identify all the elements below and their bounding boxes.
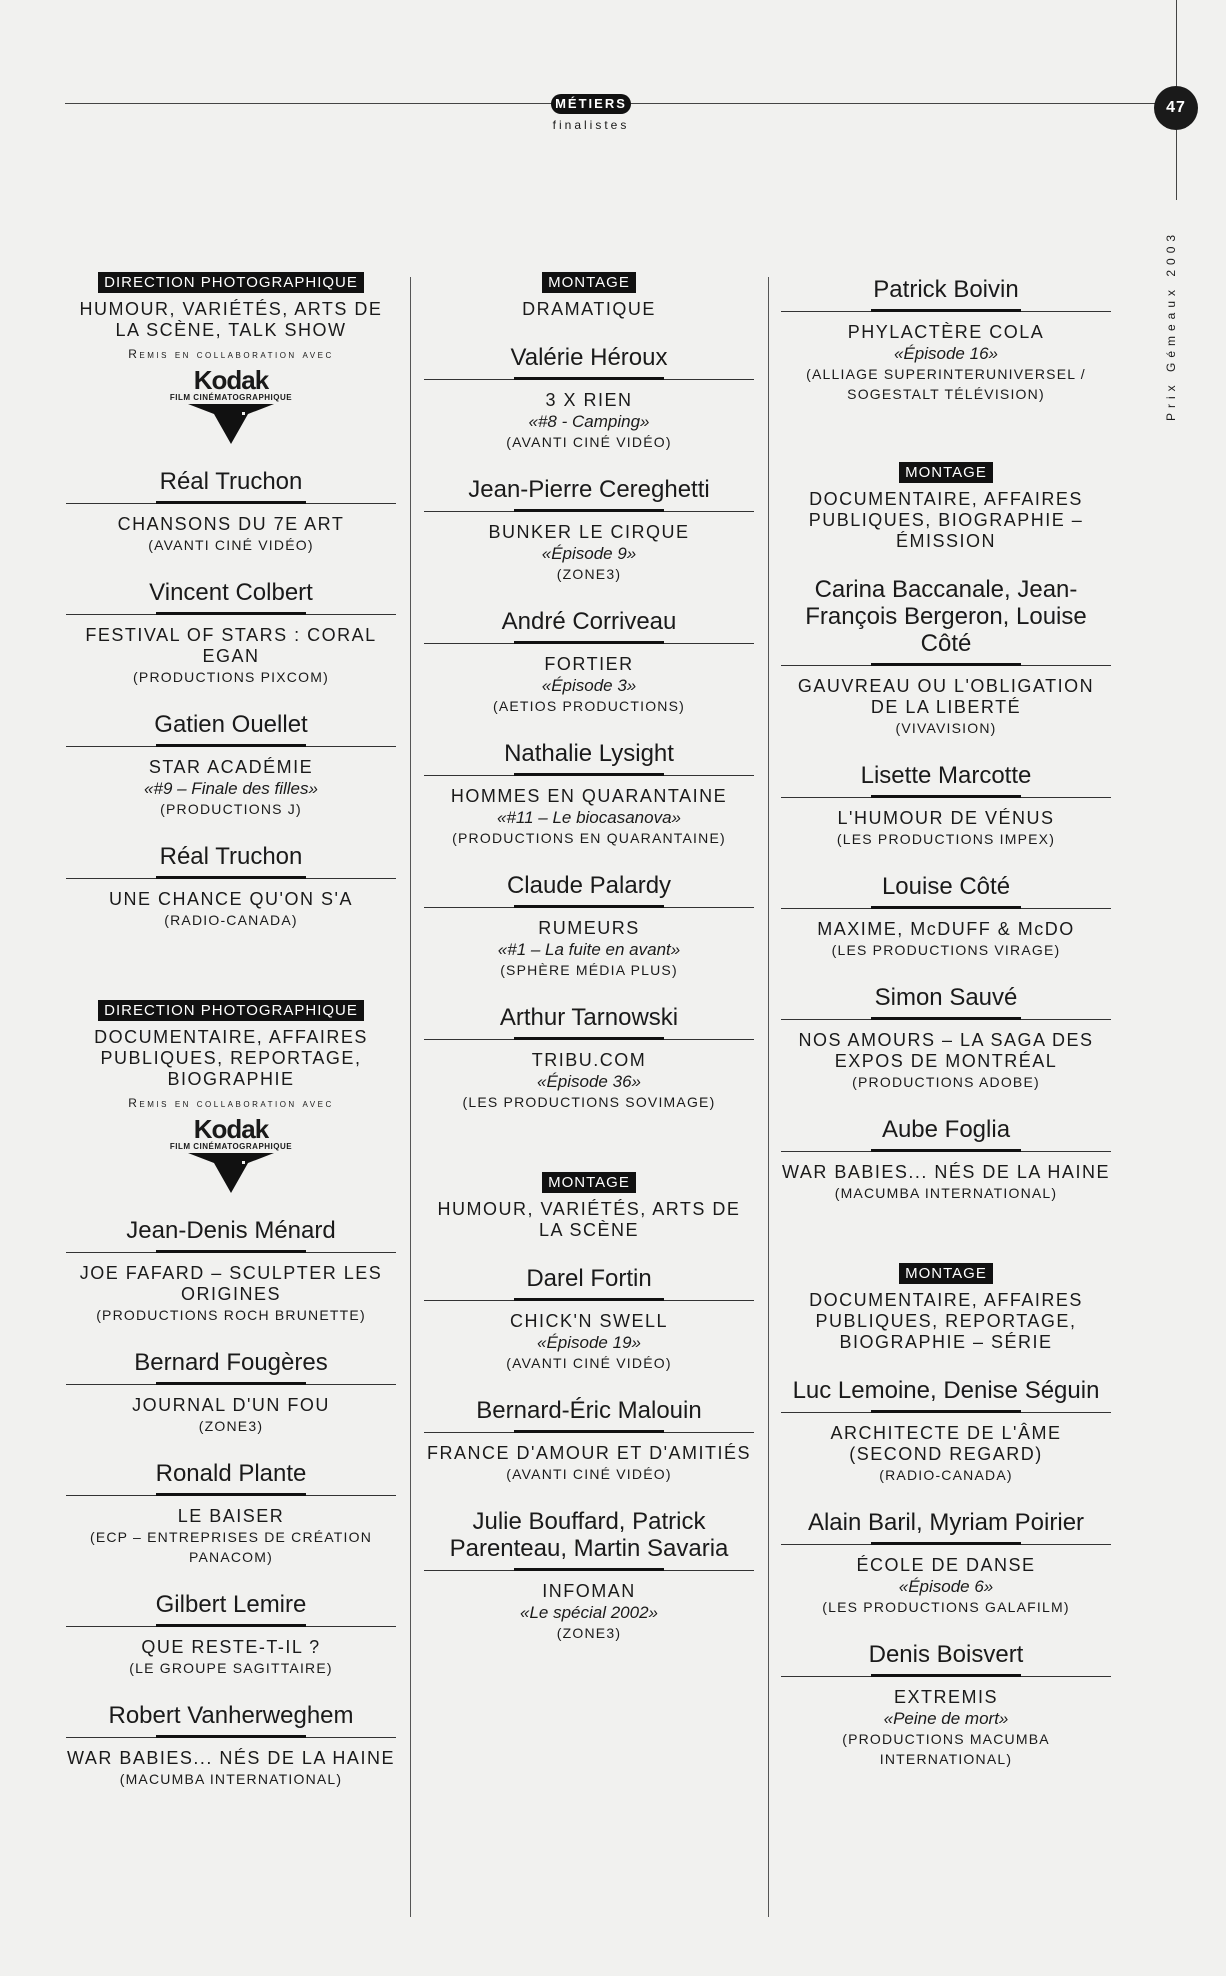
production-company: (LE GROUPE SAGITTAIRE) bbox=[129, 1660, 333, 1676]
name-rule bbox=[66, 1495, 396, 1496]
episode-title: «#9 – Finale des filles» bbox=[144, 779, 318, 798]
finalist-entry bbox=[66, 1349, 396, 1436]
name-rule bbox=[781, 1019, 1111, 1020]
name-rule bbox=[66, 503, 396, 504]
production-company: (PRODUCTIONS EN QUARANTAINE) bbox=[452, 830, 726, 846]
category-badge: MONTAGE bbox=[899, 1263, 993, 1284]
show-title: INFOMAN bbox=[542, 1581, 636, 1601]
category-block bbox=[66, 1000, 396, 1789]
name-rule bbox=[424, 379, 754, 380]
finalist-name: Réal Truchon bbox=[159, 843, 303, 870]
category-title: DOCUMENTAIRE, AFFAIRES PUBLIQUES, BIOGRAPHIE – ÉMISSION bbox=[808, 489, 1084, 551]
column-divider bbox=[768, 277, 769, 1917]
show-title: STAR ACADÉMIE bbox=[148, 757, 314, 777]
production-company: (PRODUCTIONS PIXCOM) bbox=[133, 669, 329, 685]
finalist-entry bbox=[781, 276, 1111, 404]
finalist-name: Vincent Colbert bbox=[149, 579, 313, 606]
finalist-name: Claude Palardy bbox=[506, 872, 672, 899]
episode-title: «#1 – La fuite en avant» bbox=[497, 940, 681, 959]
production-company: (RADIO-CANADA) bbox=[164, 912, 298, 928]
finalist-entry bbox=[66, 579, 396, 687]
name-rule bbox=[424, 1570, 754, 1571]
production-company: (AVANTI CINÉ VIDÉO) bbox=[506, 1355, 672, 1371]
name-rule bbox=[424, 511, 754, 512]
episode-title: «Épisode 16» bbox=[894, 344, 998, 363]
finalist-name: Jean-Denis Ménard bbox=[126, 1217, 336, 1244]
show-title: 3 X RIEN bbox=[545, 390, 633, 410]
production-company: (MACUMBA INTERNATIONAL) bbox=[119, 1771, 343, 1787]
production-company: (ZONE3) bbox=[556, 566, 622, 582]
production-company: (LES PRODUCTIONS VIRAGE) bbox=[831, 942, 1061, 958]
finalist-entry bbox=[781, 576, 1111, 738]
show-title: TRIBU.COM bbox=[531, 1050, 647, 1070]
finalist-entry bbox=[424, 344, 754, 452]
finalist-entry bbox=[424, 1508, 754, 1643]
show-title: JOE FAFARD – SCULPTER LES ORIGINES bbox=[79, 1263, 383, 1304]
category-block bbox=[781, 1263, 1111, 1769]
production-company: (SPHÈRE MÉDIA PLUS) bbox=[500, 962, 678, 978]
finalist-entry bbox=[424, 608, 754, 716]
finalist-name: Denis Boisvert bbox=[868, 1641, 1024, 1668]
section-badge: MÉTIERS bbox=[551, 94, 631, 114]
category-title: DRAMATIQUE bbox=[522, 299, 656, 319]
finalist-name: Nathalie Lysight bbox=[504, 740, 674, 767]
category-block bbox=[781, 276, 1111, 404]
production-company: (AETIOS PRODUCTIONS) bbox=[492, 698, 685, 714]
category-block bbox=[66, 272, 396, 930]
name-rule bbox=[781, 1151, 1111, 1152]
episode-title: «Épisode 36» bbox=[537, 1072, 641, 1091]
finalist-entry bbox=[424, 1265, 754, 1373]
finalist-name: Alain Baril, Myriam Poirier bbox=[807, 1509, 1085, 1536]
finalist-name: Robert Vanherweghem bbox=[108, 1702, 354, 1729]
show-title: LE BAISER bbox=[177, 1506, 285, 1526]
finalist-entry bbox=[781, 1377, 1111, 1485]
name-rule bbox=[781, 797, 1111, 798]
name-rule bbox=[424, 1432, 754, 1433]
production-company: (LES PRODUCTIONS GALAFILM) bbox=[822, 1599, 1070, 1615]
finalist-entry bbox=[424, 872, 754, 980]
category-title: HUMOUR, VARIÉTÉS, ARTS DE LA SCÈNE, TALK SHOW bbox=[79, 299, 383, 340]
finalist-name: Gatien Ouellet bbox=[154, 711, 308, 738]
show-title: FRANCE D'AMOUR ET D'AMITIÉS bbox=[426, 1443, 752, 1463]
finalist-entry bbox=[424, 1397, 754, 1484]
show-title: UNE CHANCE QU'ON S'A bbox=[109, 889, 353, 909]
production-company: (RADIO-CANADA) bbox=[879, 1467, 1013, 1483]
production-company: (PRODUCTIONS J) bbox=[160, 801, 302, 817]
show-title: NOS AMOURS – LA SAGA DES EXPOS DE MONTRÉAL bbox=[798, 1030, 1094, 1071]
finalist-entry bbox=[781, 762, 1111, 849]
finalist-name: Aube Foglia bbox=[881, 1116, 1011, 1143]
name-rule bbox=[781, 908, 1111, 909]
finalist-name: Julie Bouffard, Patrick Parenteau, Martin Savaria bbox=[449, 1508, 729, 1562]
name-rule bbox=[781, 311, 1111, 312]
production-company: (ZONE3) bbox=[556, 1625, 622, 1641]
kodak-logo bbox=[156, 1116, 306, 1193]
name-rule bbox=[781, 1544, 1111, 1545]
finalist-entry bbox=[66, 1217, 396, 1325]
show-title: EXTREMIS bbox=[893, 1687, 998, 1707]
sponsor-note: Remis en collaboration avec bbox=[128, 1096, 334, 1110]
column-1 bbox=[66, 272, 396, 1789]
finalist-entry bbox=[66, 843, 396, 930]
finalist-name: Ronald Plante bbox=[155, 1460, 307, 1487]
production-company: (LES PRODUCTIONS IMPEX) bbox=[836, 831, 1056, 847]
category-badge: DIRECTION PHOTOGRAPHIQUE bbox=[98, 272, 364, 293]
finalist-name: Gilbert Lemire bbox=[155, 1591, 307, 1618]
production-company: (ALLIAGE SUPERINTERUNIVERSEL / SOGESTALT TÉLÉVISION) bbox=[806, 366, 1086, 402]
show-title: PHYLACTÈRE COLA bbox=[847, 322, 1045, 342]
show-title: QUE RESTE-T-IL ? bbox=[141, 1637, 321, 1657]
sponsor-note: Remis en collaboration avec bbox=[128, 347, 334, 361]
column-2 bbox=[424, 272, 754, 1643]
section-subtitle: finalistes bbox=[552, 118, 630, 132]
finalist-entry bbox=[66, 1460, 396, 1567]
category-block bbox=[424, 1172, 754, 1643]
production-company: (AVANTI CINÉ VIDÉO) bbox=[506, 434, 672, 450]
production-company: (PRODUCTIONS ROCH BRUNETTE) bbox=[96, 1307, 366, 1323]
category-badge: MONTAGE bbox=[542, 1172, 636, 1193]
finalist-name: Lisette Marcotte bbox=[860, 762, 1032, 789]
production-company: (VIVAVISION) bbox=[895, 720, 997, 736]
finalist-entry bbox=[66, 1591, 396, 1678]
show-title: FORTIER bbox=[544, 654, 634, 674]
name-rule bbox=[66, 878, 396, 879]
name-rule bbox=[66, 1626, 396, 1627]
name-rule bbox=[781, 665, 1111, 666]
finalist-entry bbox=[424, 740, 754, 848]
show-title: CHANSONS DU 7E ART bbox=[117, 514, 345, 534]
finalist-name: Simon Sauvé bbox=[874, 984, 1018, 1011]
show-title: WAR BABIES... NÉS DE LA HAINE bbox=[67, 1748, 395, 1768]
finalist-entry bbox=[66, 711, 396, 819]
show-title: JOURNAL D'UN FOU bbox=[132, 1395, 330, 1415]
production-company: (LES PRODUCTIONS SOVIMAGE) bbox=[462, 1094, 716, 1110]
kodak-subtitle: FILM CINÉMATOGRAPHIQUE bbox=[169, 1142, 293, 1151]
finalist-entry bbox=[781, 1116, 1111, 1203]
finalist-name: Bernard Fougères bbox=[134, 1349, 328, 1376]
finalist-name: Carina Baccanale, Jean-François Bergeron, Louise Côté bbox=[805, 576, 1087, 657]
kodak-wordmark: Kodak bbox=[193, 1114, 269, 1144]
film-strip-icon bbox=[186, 404, 276, 444]
show-title: RUMEURS bbox=[538, 918, 640, 938]
finalist-entry bbox=[424, 1004, 754, 1112]
finalist-name: Réal Truchon bbox=[159, 468, 303, 495]
name-rule bbox=[424, 907, 754, 908]
episode-title: «Peine de mort» bbox=[883, 1709, 1009, 1728]
finalist-entry bbox=[66, 1702, 396, 1789]
episode-title: «Épisode 3» bbox=[541, 676, 637, 695]
category-title: DOCUMENTAIRE, AFFAIRES PUBLIQUES, REPORTAGE, BIOGRAPHIE – SÉRIE bbox=[809, 1290, 1083, 1352]
name-rule bbox=[66, 1384, 396, 1385]
kodak-logo bbox=[156, 367, 306, 444]
production-company: (AVANTI CINÉ VIDÉO) bbox=[148, 537, 314, 553]
production-company: (ZONE3) bbox=[198, 1418, 264, 1434]
episode-title: «#11 – Le biocasanova» bbox=[496, 808, 681, 827]
name-rule bbox=[424, 775, 754, 776]
episode-title: «#8 - Camping» bbox=[528, 412, 650, 431]
show-title: WAR BABIES... NÉS DE LA HAINE bbox=[782, 1162, 1110, 1182]
show-title: CHICK'N SWELL bbox=[510, 1311, 668, 1331]
show-title: HOMMES EN QUARANTAINE bbox=[450, 786, 728, 806]
finalist-name: Patrick Boivin bbox=[873, 276, 1019, 303]
finalist-name: Jean-Pierre Cereghetti bbox=[468, 476, 710, 503]
finalist-name: Luc Lemoine, Denise Séguin bbox=[792, 1377, 1100, 1404]
category-badge: DIRECTION PHOTOGRAPHIQUE bbox=[98, 1000, 364, 1021]
finalist-entry bbox=[781, 1509, 1111, 1617]
finalist-entry bbox=[66, 468, 396, 555]
finalist-name: André Corriveau bbox=[501, 608, 677, 635]
finalist-entry bbox=[781, 984, 1111, 1092]
name-rule bbox=[424, 643, 754, 644]
film-strip-icon bbox=[186, 1153, 276, 1193]
finalist-name: Bernard-Éric Malouin bbox=[476, 1397, 702, 1424]
episode-title: «Épisode 19» bbox=[537, 1333, 641, 1352]
name-rule bbox=[66, 1252, 396, 1253]
finalist-entry bbox=[781, 873, 1111, 960]
name-rule bbox=[781, 1676, 1111, 1677]
show-title: ARCHITECTE DE L'ÂME (SECOND REGARD) bbox=[830, 1423, 1062, 1464]
show-title: FESTIVAL OF STARS : CORAL EGAN bbox=[85, 625, 377, 666]
finalist-entry bbox=[424, 476, 754, 584]
category-badge: MONTAGE bbox=[899, 462, 993, 483]
show-title: GAUVREAU OU L'OBLIGATION DE LA LIBERTÉ bbox=[797, 676, 1095, 717]
name-rule bbox=[66, 1737, 396, 1738]
category-block bbox=[424, 272, 754, 1112]
name-rule bbox=[66, 614, 396, 615]
category-title: HUMOUR, VARIÉTÉS, ARTS DE LA SCÈNE bbox=[437, 1199, 741, 1240]
column-divider bbox=[410, 277, 411, 1917]
production-company: (MACUMBA INTERNATIONAL) bbox=[834, 1185, 1058, 1201]
kodak-wordmark: Kodak bbox=[193, 365, 269, 395]
finalist-name: Arthur Tarnowski bbox=[499, 1004, 679, 1031]
finalist-name: Darel Fortin bbox=[526, 1265, 652, 1292]
finalist-entry bbox=[781, 1641, 1111, 1769]
show-title: BUNKER LE CIRQUE bbox=[488, 522, 690, 542]
production-company: (PRODUCTIONS MACUMBA INTERNATIONAL) bbox=[842, 1731, 1050, 1767]
production-company: (PRODUCTIONS ADOBE) bbox=[852, 1074, 1040, 1090]
show-title: L'HUMOUR DE VÉNUS bbox=[837, 808, 1055, 828]
finalist-name: Valérie Héroux bbox=[510, 344, 668, 371]
name-rule bbox=[424, 1300, 754, 1301]
production-company: (AVANTI CINÉ VIDÉO) bbox=[506, 1466, 672, 1482]
episode-title: «Épisode 9» bbox=[541, 544, 637, 563]
show-title: ÉCOLE DE DANSE bbox=[856, 1555, 1036, 1575]
category-block bbox=[781, 462, 1111, 1203]
kodak-subtitle: FILM CINÉMATOGRAPHIQUE bbox=[169, 393, 293, 402]
column-3 bbox=[781, 272, 1111, 1769]
production-company: (ECP – ENTREPRISES DE CRÉATION PANACOM) bbox=[89, 1529, 373, 1565]
category-title: DOCUMENTAIRE, AFFAIRES PUBLIQUES, REPORTAGE, BIOGRAPHIE bbox=[94, 1027, 368, 1089]
finalist-name: Louise Côté bbox=[881, 873, 1011, 900]
episode-title: «Épisode 6» bbox=[898, 1577, 994, 1596]
category-badge: MONTAGE bbox=[542, 272, 636, 293]
name-rule bbox=[781, 1412, 1111, 1413]
side-label: Prix Gémeaux 2003 bbox=[1164, 229, 1178, 421]
name-rule bbox=[66, 746, 396, 747]
show-title: MAXIME, McDUFF & McDO bbox=[817, 919, 1075, 939]
episode-title: «Le spécial 2002» bbox=[519, 1603, 658, 1622]
name-rule bbox=[424, 1039, 754, 1040]
page-number: 47 bbox=[1154, 86, 1198, 130]
